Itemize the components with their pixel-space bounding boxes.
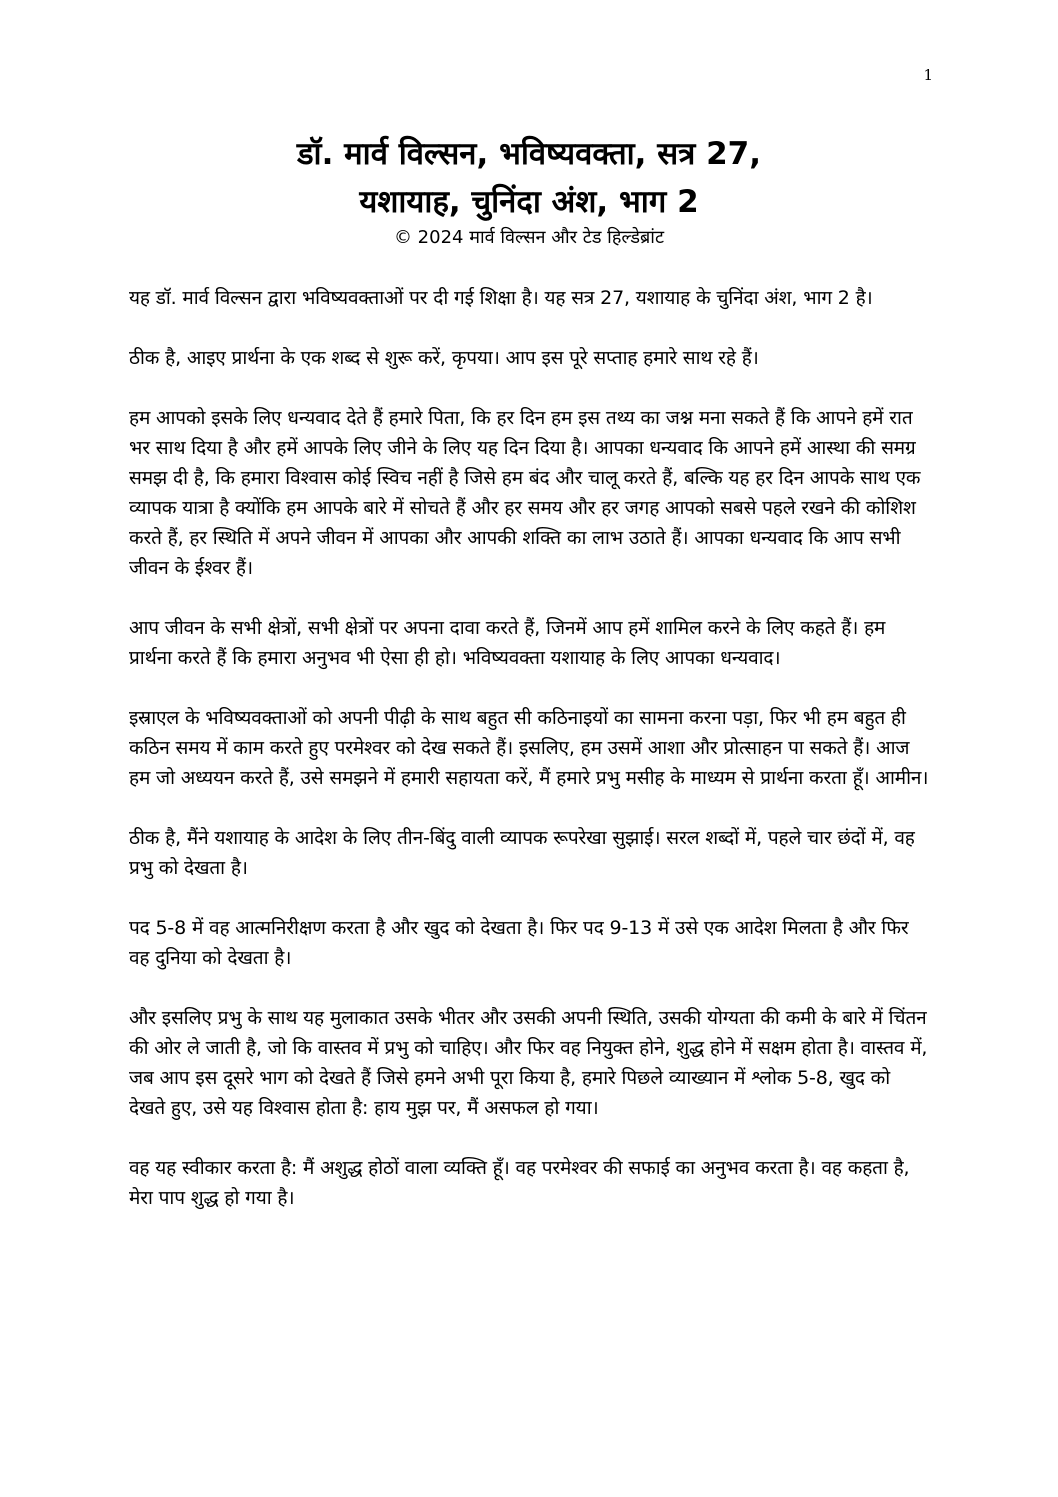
paragraph-confession: वह यह स्वीकार करता है: मैं अशुद्ध होठों वाला व्यक्ति हूँ। वह परमेश्वर की सफाई का अनुभव करता है। वह कहता है, मेरा पाप शुद्ध हो गया है। (129, 1157, 910, 1209)
copyright-notice: © 2024 मार्व विल्सन और टेड हिल्डेब्रांट (393, 227, 665, 248)
paragraph-intro: यह डॉ. मार्व विल्सन द्वारा भविष्यवक्ताओं पर दी गई शिक्षा है। यह सत्र 27, यशायाह के चुनिंदा अंश, भाग 2 है। (129, 287, 873, 309)
paragraph-prayer-thanks: हम आपको इसके लिए धन्यवाद देते हैं हमारे पिता, कि हर दिन हम इस तथ्य का जश्न मना सकते हैं कि आपने हमें रात भर साथ दिया है और हमें आपके लिए जीने के लिए यह दिन दिया है। आपका धन्यवाद कि आपने हमें आस्था की समग्र समझ दी है, कि हमारा विश्वास कोई स्विच नहीं है जिसे हम बंद और चालू करते हैं, बल्कि यह हर दिन आपके साथ एक व्यापक यात्रा है क्योंकि हम आपके बारे में सोचते हैं और हर समय और हर जगह आपको सबसे पहले रखने की कोशिश करते हैं, हर स्थिति में अपने जीवन में आपका और आपकी शक्ति का लाभ उठाते हैं। आपका धन्यवाद कि आप सभी जीवन के ईश्वर हैं। (129, 407, 921, 579)
title-block (0, 130, 1058, 250)
paragraph-prayer-start: ठीक है, आइए प्रार्थना के एक शब्द से शुरू करें, कृपया। आप इस पूरे सप्ताह हमारे साथ रहे हैं। (129, 347, 759, 369)
title-line-2: यशायाह, चुनिंदा अंश, भाग 2 (359, 184, 699, 220)
paragraph-encounter: और इसलिए प्रभु के साथ यह मुलाकात उसके भीतर और उसकी अपनी स्थिति, उसकी योग्यता की कमी के बारे में चिंतन की ओर ले जाती है, जो कि वास्तव में प्रभु को चाहिए। और फिर वह नियुक्त होने, शुद्ध होने में सक्षम होता है। वास्तव में, जब आप इस दूसरे भाग को देखते हैं जिसे हमने अभी पूरा किया है, हमारे पिछले व्याख्यान में श्लोक 5-8, खुद को देखते हुए, उसे यह विश्वास होता है: हाय मुझ पर, मैं असफल हो गया। (129, 1007, 928, 1119)
paragraph-prayer-prophets: इस्राएल के भविष्यवक्ताओं को अपनी पीढ़ी के साथ बहुत सी कठिनाइयों का सामना करना पड़ा, फिर भी हम बहुत ही कठिन समय में काम करते हुए परमेश्वर को देख सकते हैं। इसलिए, हम उसमें आशा और प्रोत्साहन पा सकते हैं। आज हम जो अध्ययन करते हैं, उसे समझने में हमारी सहायता करें, मैं हमारे प्रभु मसीह के माध्यम से प्रार्थना करता हूँ। आमीन। (129, 707, 929, 789)
paragraph-verses: पद 5-8 में वह आत्मनिरीक्षण करता है और खुद को देखता है। फिर पद 9-13 में उसे एक आदेश मिलता है और फिर वह दुनिया को देखता है। (129, 917, 909, 969)
page-number: 1 (923, 66, 933, 84)
paragraph-prayer-areas: आप जीवन के सभी क्षेत्रों, सभी क्षेत्रों पर अपना दावा करते हैं, जिनमें आप हमें शामिल करने के लिए कहते हैं। हम प्रार्थना करते हैं कि हमारा अनुभव भी ऐसा ही हो। भविष्यवक्ता यशायाह के लिए आपका धन्यवाद। (129, 617, 886, 669)
paragraph-outline: ठीक है, मैंने यशायाह के आदेश के लिए तीन-बिंदु वाली व्यापक रूपरेखा सुझाई। सरल शब्दों में, पहले चार छंदों में, वह प्रभु को देखता है। (129, 827, 915, 879)
document-body (129, 283, 929, 1243)
title-line-1: डॉ. मार्व विल्सन, भविष्यवक्ता, सत्र 27, (296, 136, 762, 172)
